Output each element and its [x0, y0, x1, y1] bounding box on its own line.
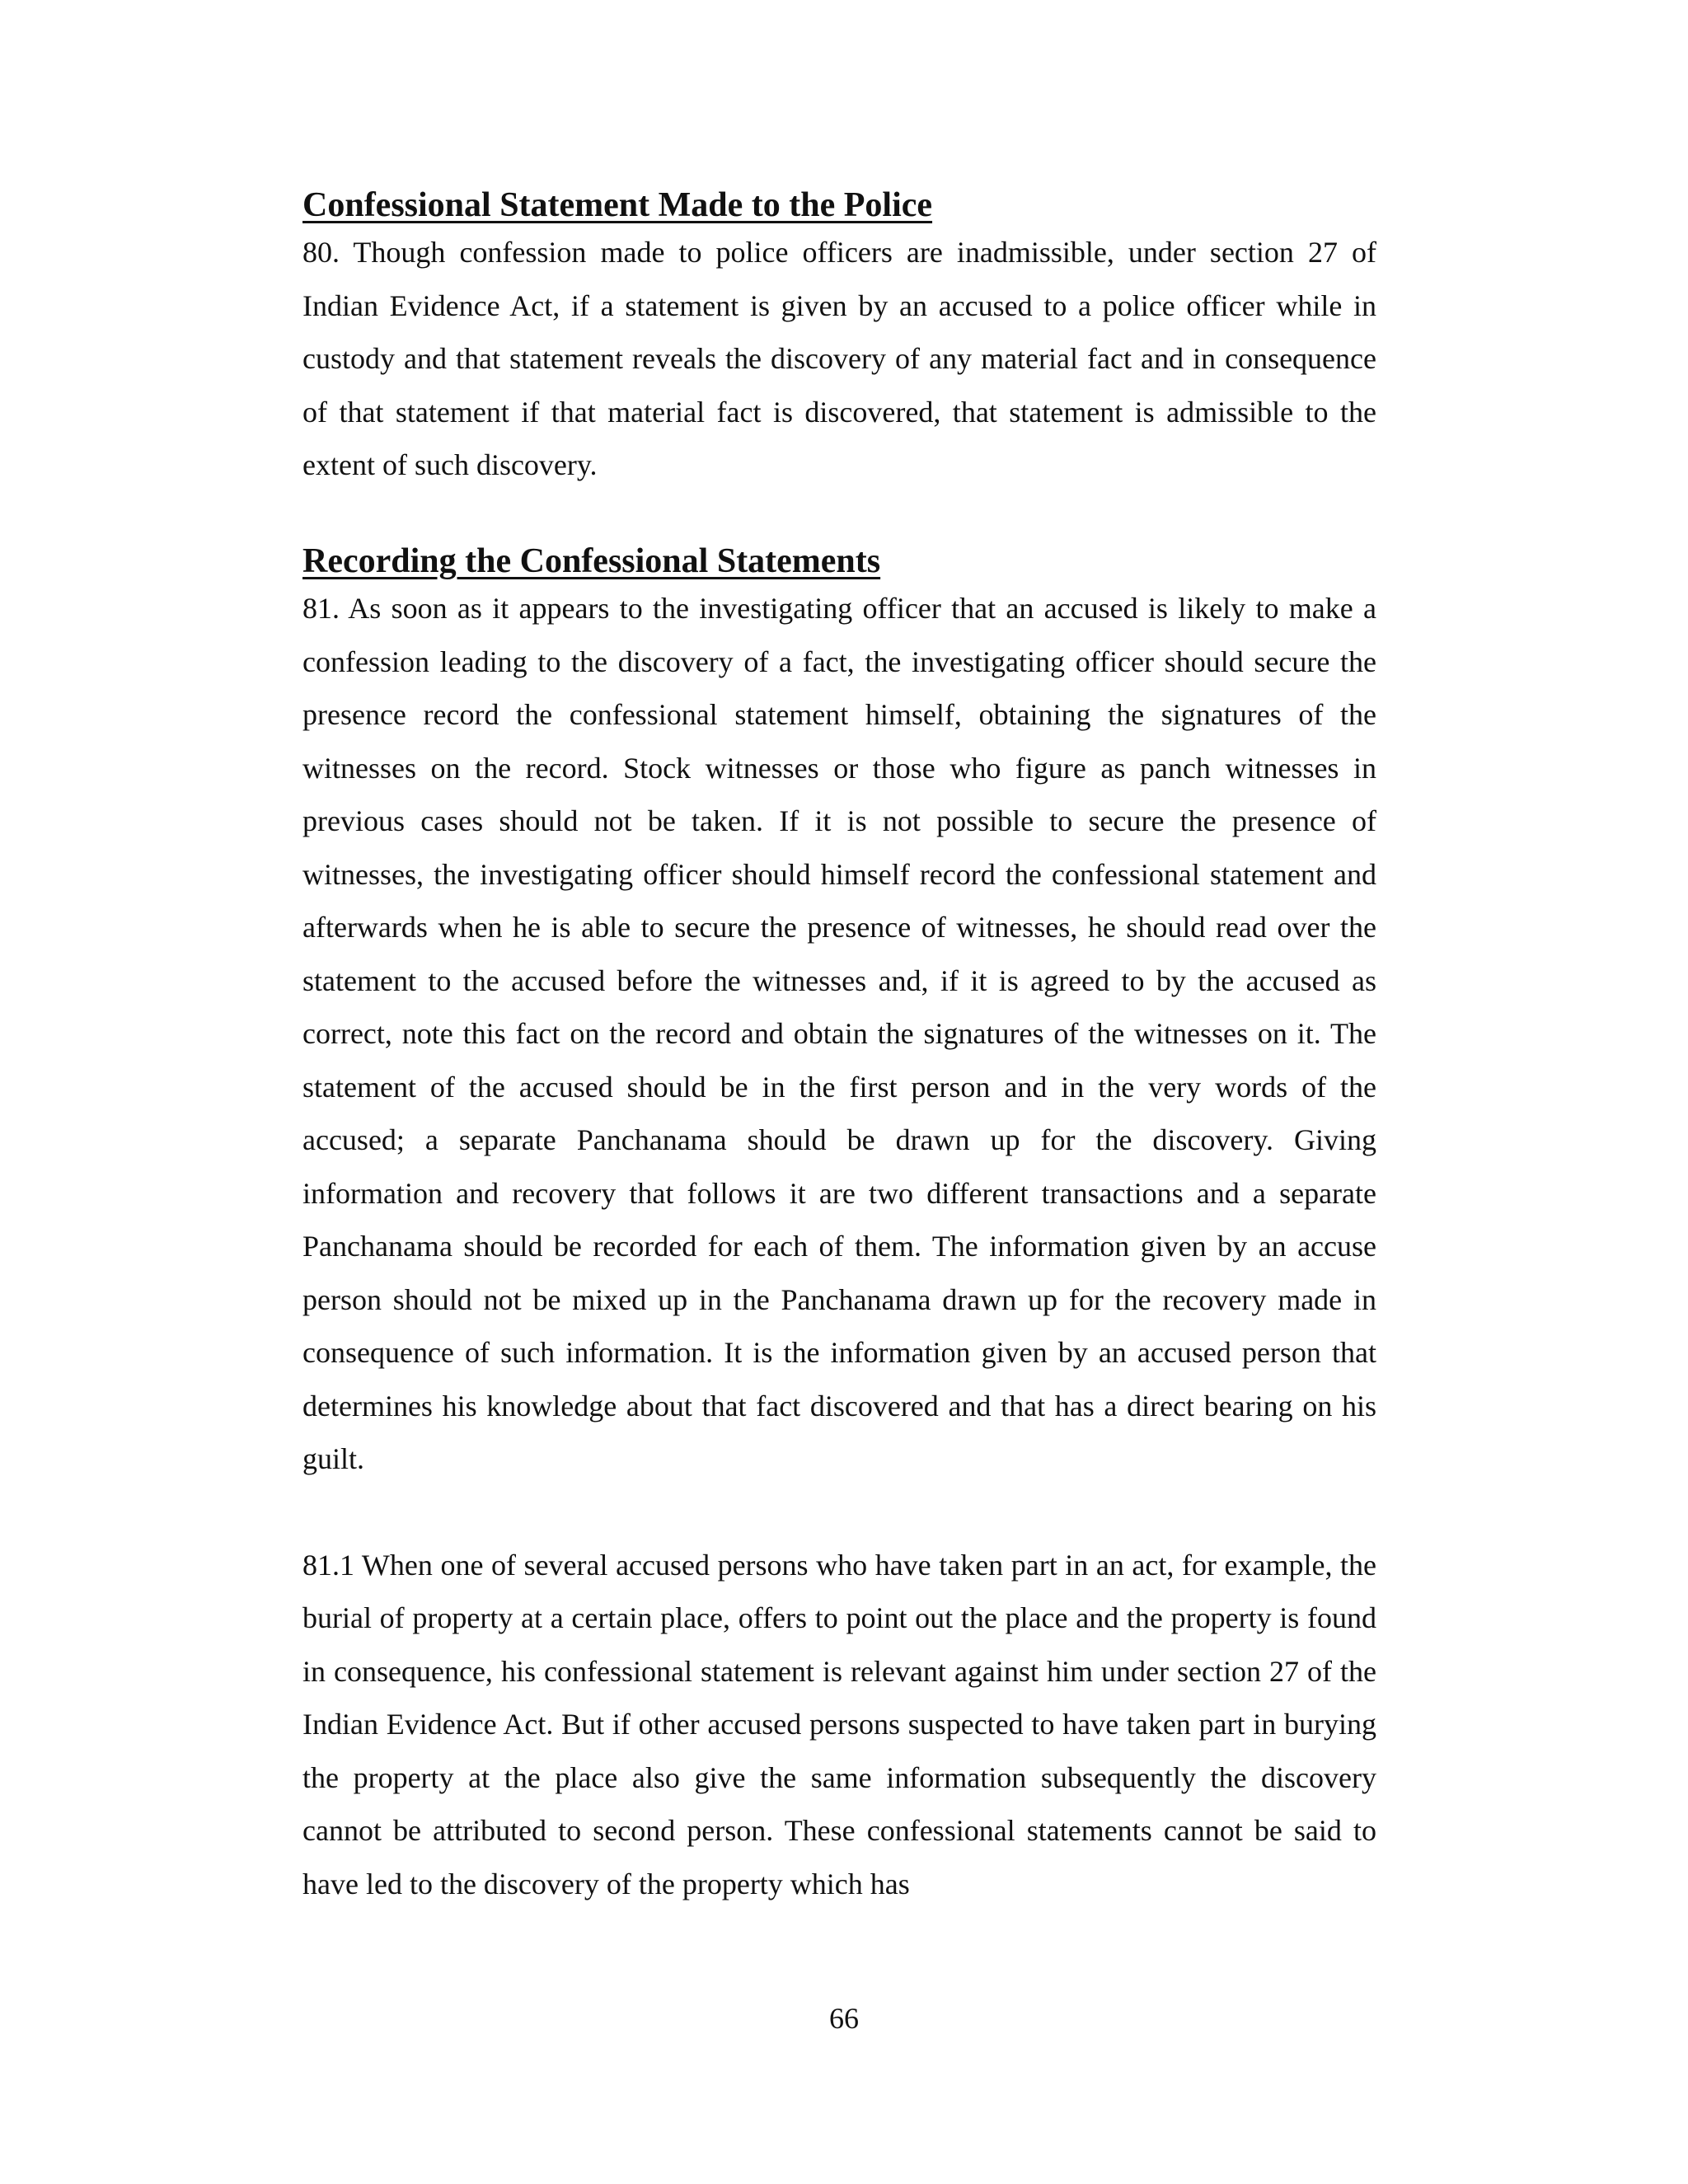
- section-heading-confessional-statement-police: Confessional Statement Made to the Police: [302, 186, 933, 224]
- paragraph-80: 80. Though confession made to police officers are inadmissible, under section 27 of Indian Evidence Act, if a statement is given by an accused to a police officer while in custody and that statement reveals the discovery of any material fact and in consequence of that statement if that material fact is discovered, that statement is admissible to the extent of such discovery.: [302, 236, 1376, 482]
- page-number: 66: [829, 2002, 859, 2035]
- document-page: [302, 175, 1376, 1910]
- paragraph-81-1: 81.1 When one of several accused persons who have taken part in an act, for example, the burial of property at a certain place, offers to point out the place and the property is found in consequence, his confessional statement is relevant against him under section 27 of the Indian Evidence Act. But if other accused persons suspected to have taken part in burying the property at the place also give the same information subsequently the discovery cannot be attributed to second person. These confessional statements cannot be said to have led to the discovery of the property which has: [302, 1548, 1376, 1900]
- section-heading-recording-confessional-statements: Recording the Confessional Statements: [302, 541, 881, 580]
- paragraph-81: 81. As soon as it appears to the investigating officer that an accused is likely to make a confession leading to the discovery of a fact, the investigating officer should secure the presence record the confessional statement himself, obtaining the signatures of the witnesses on the record. Stock witnesses or those who figure as panch witnesses in previous cases should not be taken. If it is not possible to secure the presence of witnesses, the investigating officer should himself record the confessional statement and afterwards when he is able to secure the presence of witnesses, he should read over the statement to the accused before the witnesses and, if it is agreed to by the accused as correct, note this fact on the record and obtain the signatures of the witnesses on it. The statement of the accused should be in the first person and in the very words of the accused; a separate Panchanama should be drawn up for the discovery. Giving information and recovery that follows it are two different transactions and a separate Panchanama should be recorded for each of them. The information given by an accuse person should not be mixed up in the Panchanama drawn up for the recovery made in consequence of such information. It is the information given by an accused person that determines his knowledge about that fact discovered and that has a direct bearing on his guilt.: [302, 592, 1376, 1476]
